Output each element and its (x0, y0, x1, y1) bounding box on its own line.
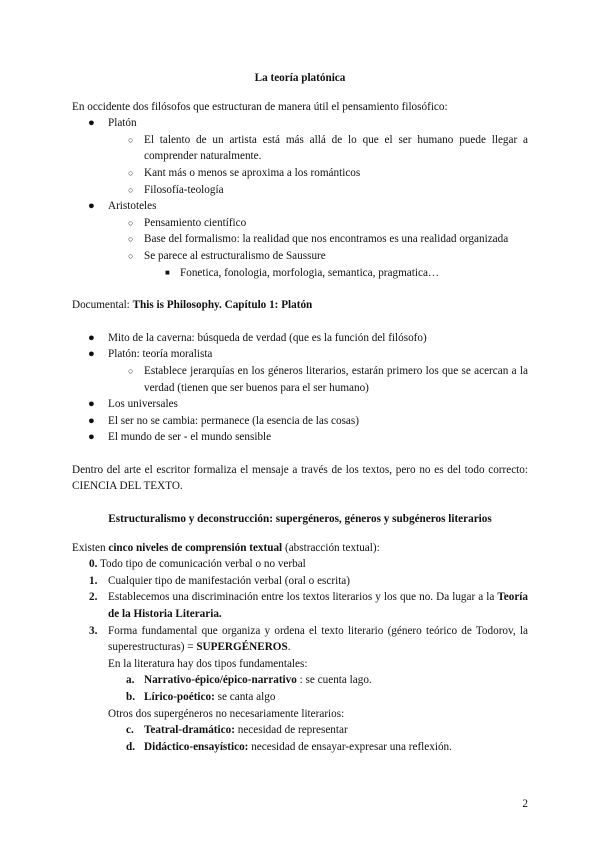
circle-bullet-icon: ○ (128, 217, 134, 228)
list-item: ● El ser no se cambia: permanece (la esencia de las cosas) (72, 413, 528, 430)
list-item: ● El mundo de ser - el mundo sensible (72, 429, 528, 446)
list-item: ○ Pensamiento científico (72, 215, 528, 232)
page-title: La teoría platónica (254, 72, 346, 84)
supergenero-d: d. Didáctico-ensayístico: necesidad de ensayar-expresar una reflexión. (126, 740, 452, 753)
niveles-list (72, 556, 528, 755)
intro-paragraph: En occidente dos filósofos que estructuran de manera útil el pensamiento filosófico: (72, 100, 448, 113)
list-item: ● Mito de la caverna: búsqueda de verdad (que es la función del filósofo) (72, 330, 528, 347)
square-bullet-icon: ■ (165, 267, 170, 277)
list-item: ● Los universales (72, 396, 528, 413)
circle-bullet-icon: ○ (128, 250, 134, 261)
circle-bullet-icon: ○ (128, 234, 134, 245)
page-number: 2 (522, 798, 528, 810)
list-item-aristoteles: ● Aristoteles (72, 198, 528, 215)
list-item: ○ Base del formalismo: la realidad que nos encontramos es una realidad organizada (72, 231, 528, 248)
bullet-icon: ● (88, 414, 95, 427)
bullet-icon: ● (88, 431, 95, 444)
supergenero-a: a. Narrativo-épico/épico-narrativo : se cuenta lago. (126, 674, 372, 687)
fundamental-intro: En la literatura hay dos tipos fundamentales: (108, 657, 308, 670)
list-item: ○ Establece jerarquías en los géneros literarios, estarán primero los que se acercan a la verdad (tienen que ser buenos para el ser humano) (128, 364, 528, 394)
section-title: Estructuralismo y deconstrucción: supergéneros, géneros y subgéneros literarios (108, 513, 492, 526)
list-item: ○ Filosofía-teología (72, 182, 528, 199)
bullet-icon: ● (88, 398, 95, 411)
arte-paragraph: Dentro del arte el escritor formaliza el mensaje a través de los textos, pero no es del todo correcto: CIENCIA DEL TEXTO. (72, 463, 528, 493)
bullet-icon: ● (88, 117, 95, 130)
documental-list (72, 330, 528, 446)
niveles-intro: Existen cinco niveles de comprensión textual (abstracción textual): (72, 541, 380, 554)
bullet-icon: ● (88, 200, 95, 213)
circle-bullet-icon: ○ (128, 365, 134, 376)
bullet-icon: ● (88, 331, 95, 344)
list-item: ○ Kant más o menos se aproxima a los románticos (72, 165, 528, 182)
page-content (72, 70, 528, 755)
list-item: ○ El talento de un artista está más allá de lo que el ser humano puede llegar a comprender naturalmente. (128, 133, 528, 163)
supergenero-b: b. Lírico-poético: se canta algo (126, 691, 276, 703)
list-item-platon: ● Platón (72, 115, 528, 132)
nivel-2: 2. Establecemos una discriminación entre los textos literarios y los que no. Da lugar a la Teoría de la Historia Literaria. (89, 591, 528, 621)
list-item: ● Platón: teoría moralista (72, 346, 528, 363)
list-item: ■ Fonetica, fonologia, morfologia, semantica, pragmatica… (72, 265, 528, 282)
nivel-3: 3. Forma fundamental que organiza y ordena el texto literario (género teórico de Todorov, la superestructuras) = SUPERGÉNEROS. (89, 624, 528, 654)
circle-bullet-icon: ○ (128, 134, 134, 145)
bullet-icon: ● (88, 348, 95, 361)
list-item: ○ Se parece al estructuralismo de Saussure (72, 248, 528, 265)
nivel-1: 1. Cualquier tipo de manifestación verbal (oral o escrita) (89, 574, 350, 587)
documental-line: Documental: This is Philosophy. Capítulo 1: Platón (72, 299, 313, 312)
philosophers-list (72, 115, 528, 281)
supergenero-c: c. Teatral-dramático: necesidad de representar (126, 724, 348, 737)
circle-bullet-icon: ○ (128, 167, 134, 178)
nivel-0: 0. Todo tipo de comunicación verbal o no verbal (89, 558, 306, 571)
circle-bullet-icon: ○ (128, 184, 134, 195)
otros-intro: Otros dos supergéneros no necesariamente literarios: (108, 707, 345, 720)
